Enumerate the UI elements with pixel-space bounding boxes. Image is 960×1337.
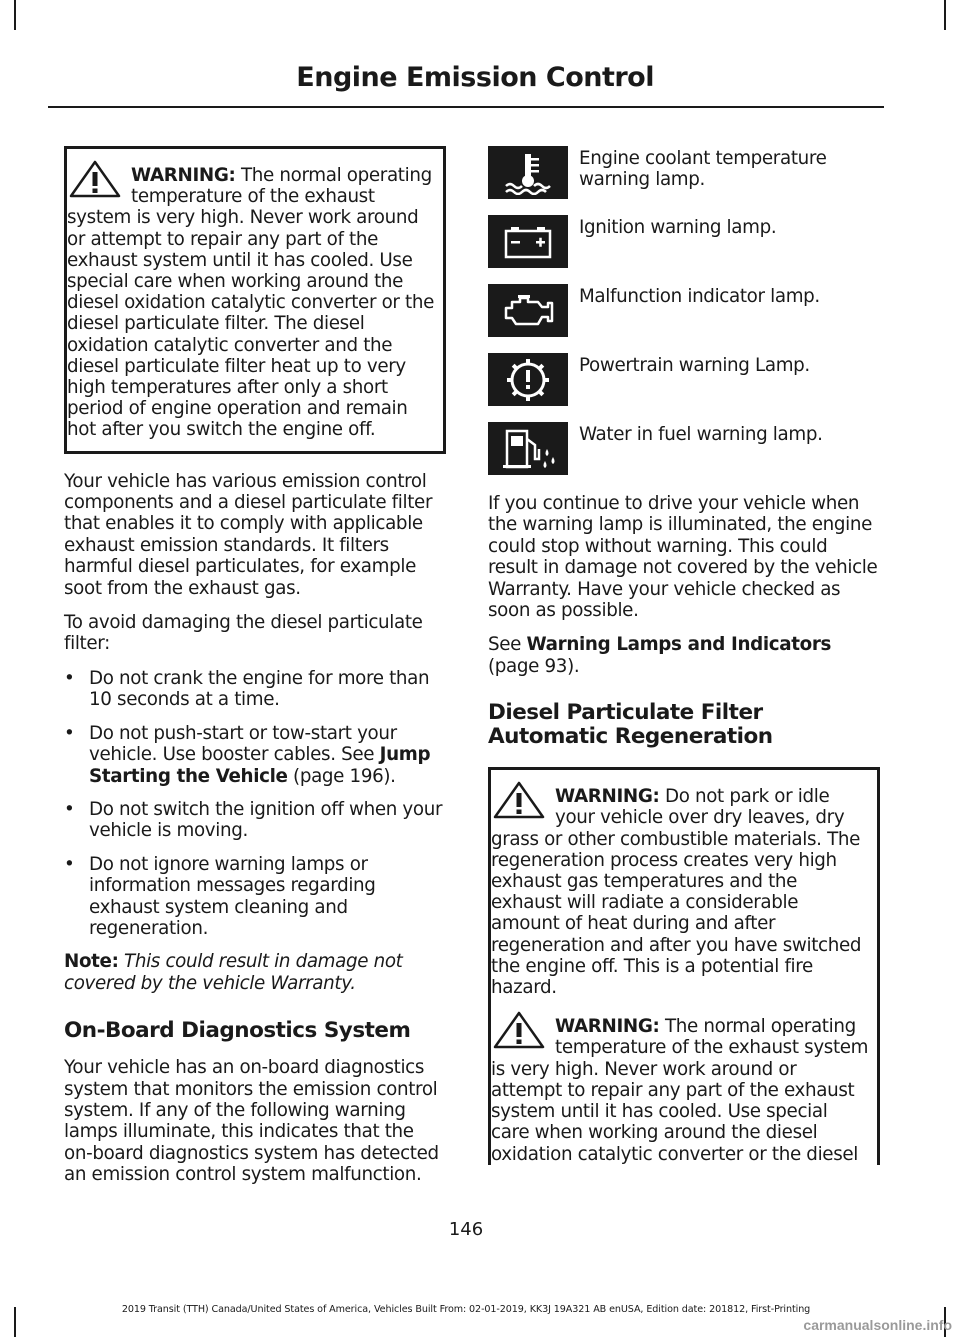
list-item: • Do not crank the engine for more than 10 seconds at a time. [64, 668, 446, 711]
lamp-label: Water in fuel warning lamp. [579, 424, 823, 445]
note-text: This could result in damage not covered by the vehicle Warranty. [64, 951, 403, 994]
warning-lamps-link[interactable]: Warning Lamps and Indicators [526, 634, 832, 656]
lamp-row [488, 146, 880, 215]
warning-1 [491, 786, 869, 998]
lamp-row [488, 353, 880, 422]
left-column [64, 146, 446, 1199]
warning-text: The normal operating temperature of the exhaust system is very high. Never work around or attempt to repair any part of the exhaust system until it has cooled. Use special care when working around the diesel oxidation catalytic converter or the diesel particulate filter. The diesel oxidation catalytic converter and the diesel particulate filter heat up to very high temperatures after only a short period of engine operation and remain hot after you switch the engine off. [67, 165, 434, 441]
right-column [488, 146, 880, 1165]
list-item: • Do not switch the ignition off when your vehicle is moving. [64, 799, 446, 842]
dpf-heading: Diesel Particulate Filter Automatic Regeneration [488, 700, 773, 750]
lamp-row [488, 422, 880, 491]
jump-starting-link[interactable]: Jump Starting the Vehicle [89, 744, 431, 787]
header-rule [48, 106, 884, 108]
warning-triangle-icon [65, 159, 125, 199]
intro-paragraph: Your vehicle has various emission control components and a diesel particulate filter that enables it to comply with applicable exhaust emission standards. It filters harmful diesel particulates, for example soot from the exhaust gas. [64, 470, 433, 599]
lamp-row [488, 284, 880, 353]
obd-heading: On-Board Diagnostics System [64, 1018, 411, 1044]
warning-box [64, 146, 446, 454]
warning-text: The normal operating temperature of the exhaust system is very high. Never work around or attempt to repair any part of the exhaust system until it has cooled. Use special care when working around the diesel oxidation catalytic converter or the diesel [491, 1016, 869, 1165]
warning-text: Do not park or idle your vehicle over dry leaves, dry grass or other combustible materials. The regeneration process creates very high exhaust gas temperatures and the exhaust will radiate a considerable amount of heat during and after regeneration and after you have switched the engine off. This is a potential fire hazard. [491, 786, 862, 999]
coolant-temperature-icon [488, 146, 568, 199]
note [64, 951, 446, 994]
list-item: • Do not ignore warning lamps or information messages regarding exhaust system cleaning and regeneration. [64, 854, 446, 940]
lamp-label: Malfunction indicator lamp. [579, 286, 820, 307]
note-label: Note: [64, 951, 119, 973]
footer-text: 2019 Transit (TTH) Canada/United States of America, Vehicles Built From: 02-01-2019, KK3J 19A321 AB enUSA, Edition date: 201812, First-Printing [121, 1304, 811, 1315]
page-number: 146 [448, 1219, 484, 1240]
warning-2 [491, 1016, 869, 1164]
warning-label: WARNING: [555, 1016, 660, 1038]
lamp-label: Ignition warning lamp. [579, 217, 777, 238]
crop-mark-top-right [944, 0, 946, 30]
avoid-list [64, 668, 446, 939]
list-item [64, 723, 446, 787]
watermark: carmanualsonline.info [803, 1317, 952, 1333]
list-item-text: Do not push-start or tow-start your vehicle. Use booster cables. See [89, 722, 397, 766]
lamp-row [488, 215, 880, 284]
crop-mark-bottom-left [14, 1307, 16, 1337]
page-reference: (page 93). [488, 655, 580, 677]
engine-icon [488, 284, 568, 337]
water-in-fuel-icon [488, 422, 568, 475]
continue-paragraph: If you continue to drive your vehicle when the warning lamp is illuminated, the engine could stop without warning. This could result in damage not covered by the vehicle Warranty. Have your vehicle checked as soon as possible. [488, 493, 878, 622]
crop-mark-top-left [14, 0, 16, 30]
lamp-label: Engine coolant temperature warning lamp. [579, 148, 827, 191]
page-reference: (page 196). [287, 765, 396, 787]
powertrain-gear-icon [488, 353, 568, 406]
battery-icon [488, 215, 568, 268]
see-reference [488, 634, 880, 677]
obd-paragraph: Your vehicle has an on-board diagnostics system that monitors the emission control system. If any of the following warning lamps illuminate, this indicates that the on-board diagnostics system has detected an emission control system malfunction. [64, 1057, 439, 1186]
page-title: Engine Emission Control [296, 62, 654, 93]
warning-triangle-icon [489, 1010, 549, 1050]
avoid-intro-paragraph: To avoid damaging the diesel particulate filter: [64, 612, 423, 655]
warning-triangle-icon [489, 780, 549, 820]
see-prefix: See [488, 634, 527, 656]
warning-label: WARNING: [131, 165, 236, 186]
lamp-label: Powertrain warning Lamp. [579, 355, 810, 376]
warning-box [488, 767, 880, 1164]
warning-label: WARNING: [555, 786, 660, 808]
